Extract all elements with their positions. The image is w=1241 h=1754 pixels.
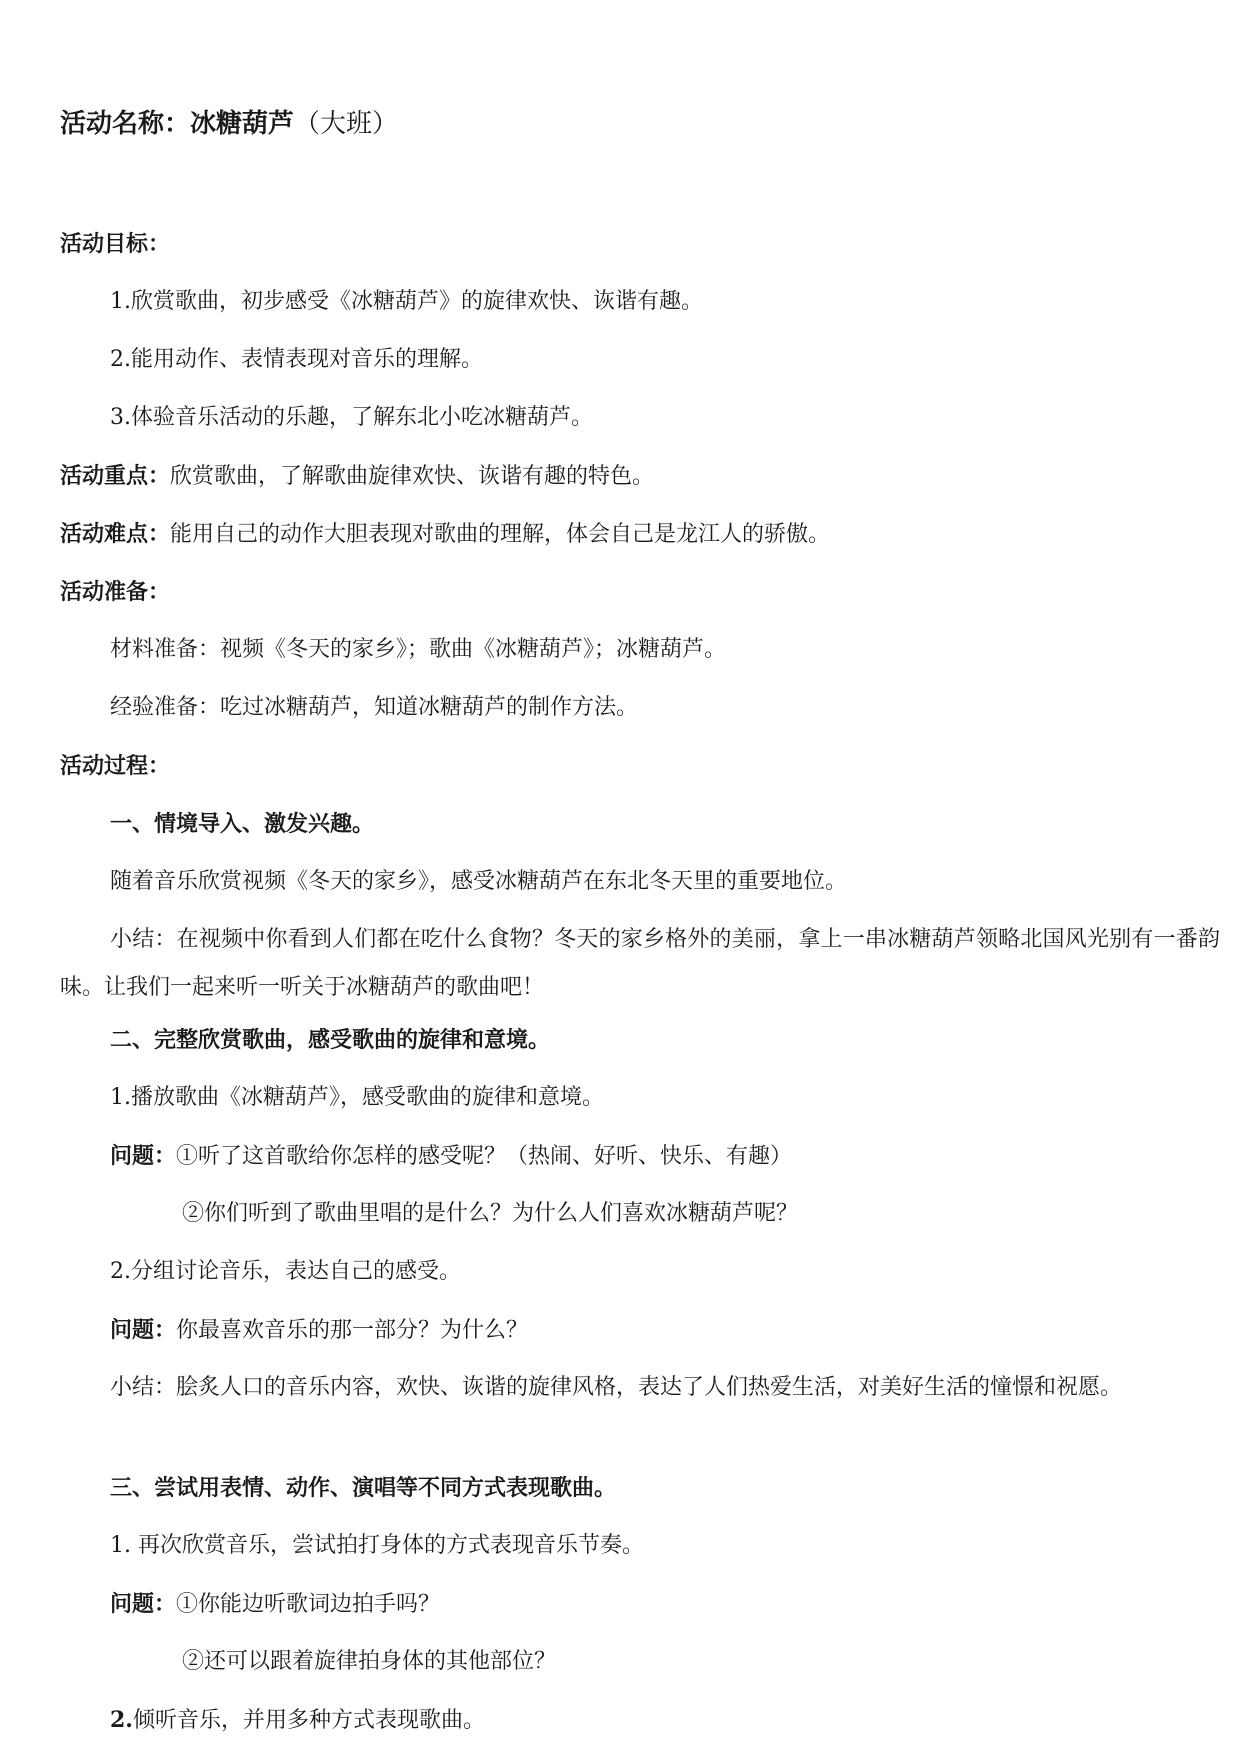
section3-step2 [110,1704,1180,1737]
question-label: 问题： [110,1591,177,1617]
goal-item-3: 3.体验音乐活动的乐趣，了解东北小吃冰糖葫芦。 [110,405,593,430]
experience-preparation: 经验准备：吃过冰糖葫芦，知道冰糖葫芦的制作方法。 [110,695,639,720]
section1-heading: 一、情境导入、激发兴趣。 [110,811,375,837]
preparation-heading: 活动准备： [60,579,171,605]
section1-text: 随着音乐欣赏视频《冬天的家乡》，感受冰糖葫芦在东北冬天里的重要地位。 [110,869,848,894]
question-text: ①听了这首歌给你怎样的感受呢？（热闹、好听、快乐、有趣） [176,1144,793,1169]
section2-step2: 2.分组讨论音乐，表达自己的感受。 [110,1259,461,1284]
section2-step1: 1.播放歌曲《冰糖葫芦》，感受歌曲的旋律和意境。 [110,1085,604,1110]
difficulty-text: 能用自己的动作大胆表现对歌曲的理解，体会自己是龙江人的骄傲。 [170,522,831,547]
step-text: 倾听音乐，并用多种方式表现歌曲。 [132,1708,485,1733]
section2-question-1 [110,1140,1180,1173]
goals-heading: 活动目标： [60,231,171,257]
key-point-label: 活动重点： [60,463,171,489]
difficulty-label: 活动难点： [60,521,171,547]
goal-item-2: 2.能用动作、表情表现对音乐的理解。 [110,347,483,372]
material-preparation: 材料准备：视频《冬天的家乡》；歌曲《冰糖葫芦》；冰糖葫芦。 [110,637,727,662]
section3-heading: 三、尝试用表情、动作、演唱等不同方式表现歌曲。 [110,1475,617,1501]
section3-question-1 [110,1588,1180,1621]
section2-question-3 [110,1314,1180,1347]
goal-item-1: 1.欣赏歌曲，初步感受《冰糖葫芦》的旋律欢快、诙谐有趣。 [110,289,703,314]
section2-summary: 小结：脍炙人口的音乐内容，欢快、诙谐的旋律风格，表达了人们热爱生活，对美好生活的憧憬和祝愿。 [110,1375,1123,1400]
difficulty [60,518,1180,551]
step-number: 2. [110,1707,133,1733]
process-heading: 活动过程： [60,753,171,779]
question-label: 问题： [110,1143,177,1169]
section2-question-2: ②你们听到了歌曲里唱的是什么？为什么人们喜欢冰糖葫芦呢？ [182,1201,799,1226]
activity-title [60,106,1180,142]
section3-step1: 1. 再次欣赏音乐，尝试拍打身体的方式表现音乐节奏。 [110,1533,644,1558]
activity-title-suffix: （大班） [294,109,399,139]
question-text: ①你能边听歌词边拍手吗？ [176,1592,441,1617]
key-point-text: 欣赏歌曲，了解歌曲旋律欢快、诙谐有趣的特色。 [170,464,655,489]
activity-title-label: 活动名称：冰糖葫芦 [60,109,295,139]
section1-summary: 小结：在视频中你看到人们都在吃什么食物？冬天的家乡格外的美丽，拿上一串冰糖葫芦领略北国风光别有一番韵味。让我们一起来听一听关于冰糖葫芦的歌曲吧！ [60,927,1220,1000]
question-label: 问题： [110,1317,177,1343]
question-text: 你最喜欢音乐的那一部分？为什么？ [176,1318,529,1343]
section2-heading: 二、完整欣赏歌曲，感受歌曲的旋律和意境。 [110,1027,551,1053]
section3-question-2: ②还可以跟着旋律拍身体的其他部位？ [182,1649,557,1674]
key-point [60,460,1180,493]
